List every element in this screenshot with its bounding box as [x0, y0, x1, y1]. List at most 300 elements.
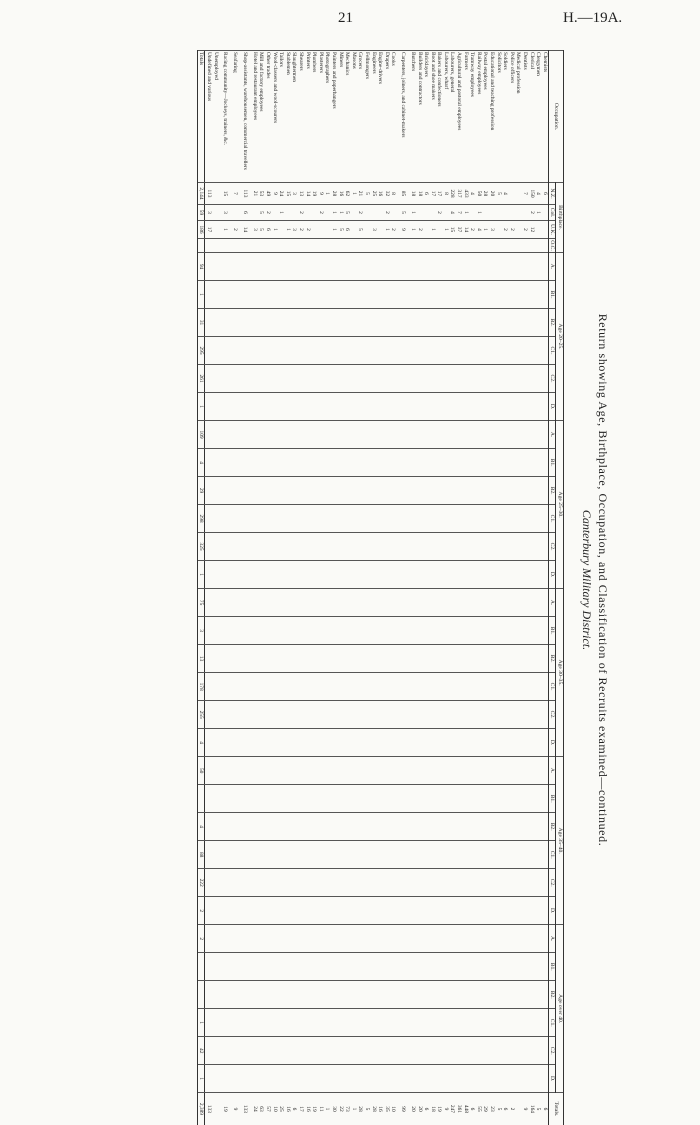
class-cell: [219, 1037, 232, 1065]
totals-cell: [212, 1093, 219, 1125]
class-cell: [363, 785, 370, 813]
class-cell: [383, 253, 390, 281]
class-cell: [541, 393, 548, 421]
birthplace-cell: 5: [363, 183, 370, 205]
class-cell: [528, 617, 535, 645]
class-cell: [390, 1009, 397, 1037]
class-cell: [219, 645, 232, 673]
class-cell: [469, 561, 476, 589]
class-cell: [258, 1009, 265, 1037]
class-cell: [324, 421, 331, 449]
birthplace-cell: 1: [219, 221, 232, 239]
class-cell: [377, 1065, 384, 1093]
birthplace-cell: [317, 239, 324, 253]
class-cell: [488, 309, 495, 337]
birthplace-cell: 1: [429, 221, 436, 239]
class-cell: [528, 337, 535, 365]
totals-cell: 2: [508, 1093, 515, 1125]
table-title: Return showing Age, Birthplace, Occupation, and Classification of Recruits examined—continued.: [596, 313, 610, 847]
class-cell: [488, 757, 495, 785]
birthplace-cell: [383, 239, 390, 253]
class-cell: [344, 505, 351, 533]
class-cell: [423, 813, 430, 841]
class-cell: [297, 813, 304, 841]
class-cell: [475, 561, 482, 589]
class-cell: [311, 1009, 318, 1037]
class-cell: [482, 757, 489, 785]
class-cell: [436, 449, 443, 477]
class-cell: [291, 981, 298, 1009]
class-cell: [212, 953, 219, 981]
class-cell: [324, 701, 331, 729]
occupation-cell: Shearers: [297, 51, 304, 183]
birthplace-cell: 2: [502, 221, 509, 239]
class-cell: [363, 897, 370, 925]
class-cell: [449, 1065, 456, 1093]
class-cell: [508, 561, 515, 589]
class-cell: [495, 253, 502, 281]
birthplace-cell: [212, 205, 219, 221]
class-cell: [212, 673, 219, 701]
occupation-cell: Mechanics: [344, 51, 351, 183]
class-cell: [423, 673, 430, 701]
class-cell: [212, 561, 219, 589]
class-cell: [416, 421, 423, 449]
class-cell: [324, 253, 331, 281]
birthplace-cell: [251, 239, 258, 253]
class-cell: [442, 1037, 449, 1065]
header-class-col: D.: [548, 729, 556, 757]
class-cell: [271, 617, 278, 645]
class-cell: [442, 281, 449, 309]
class-cell: [521, 253, 528, 281]
totals-class-cell: 325: [197, 533, 205, 561]
totals-cell: 20: [416, 1093, 423, 1125]
class-cell: [271, 477, 278, 505]
class-cell: [475, 869, 482, 897]
class-cell: [330, 617, 337, 645]
class-cell: [264, 953, 271, 981]
class-cell: [291, 897, 298, 925]
class-cell: [475, 365, 482, 393]
occupation-cell: Racing community—Jockeys, trainers, &c.: [219, 51, 232, 183]
class-cell: [495, 981, 502, 1009]
class-cell: [521, 785, 528, 813]
class-cell: [370, 617, 377, 645]
header-age-30-35: Age 30–35.: [556, 589, 564, 757]
class-cell: [423, 953, 430, 981]
class-cell: [502, 645, 509, 673]
class-cell: [370, 477, 377, 505]
class-cell: [390, 785, 397, 813]
class-cell: [495, 785, 502, 813]
class-cell: [337, 645, 344, 673]
occupation-cell: Railway employees: [475, 51, 482, 183]
class-cell: [515, 477, 522, 505]
class-cell: [264, 645, 271, 673]
class-cell: [324, 449, 331, 477]
class-cell: [337, 337, 344, 365]
birthplace-cell: [291, 205, 298, 221]
class-cell: [271, 449, 278, 477]
class-cell: [475, 393, 482, 421]
class-cell: [521, 673, 528, 701]
class-cell: [482, 1065, 489, 1093]
class-cell: [429, 981, 436, 1009]
class-cell: [291, 757, 298, 785]
class-cell: [205, 841, 212, 869]
class-cell: [508, 337, 515, 365]
class-cell: [488, 617, 495, 645]
class-cell: [482, 729, 489, 757]
class-cell: [475, 953, 482, 981]
class-cell: [251, 729, 258, 757]
birthplace-cell: 17: [429, 183, 436, 205]
birthplace-cell: 1: [482, 221, 489, 239]
birthplace-cell: 2: [297, 205, 304, 221]
class-cell: [370, 589, 377, 617]
class-cell: [212, 449, 219, 477]
class-cell: [423, 449, 430, 477]
class-cell: [311, 673, 318, 701]
class-cell: [429, 533, 436, 561]
class-cell: [436, 785, 443, 813]
class-cell: [488, 365, 495, 393]
table-row: [344, 51, 351, 1125]
totals-class-cell: 75: [197, 589, 205, 617]
birthplace-cell: [436, 221, 443, 239]
class-cell: [344, 701, 351, 729]
birthplace-cell: 5: [258, 205, 265, 221]
class-cell: [232, 869, 239, 897]
class-cell: [238, 645, 251, 673]
class-cell: [462, 1065, 469, 1093]
class-cell: [363, 393, 370, 421]
class-cell: [449, 309, 456, 337]
class-cell: [238, 561, 251, 589]
class-cell: [535, 561, 542, 589]
class-cell: [377, 645, 384, 673]
totals-class-cell: 1: [197, 393, 205, 421]
class-cell: [258, 309, 265, 337]
class-cell: [541, 673, 548, 701]
table-row: [317, 51, 324, 1125]
header-class-col: C2.: [548, 869, 556, 897]
class-cell: [469, 897, 476, 925]
class-cell: [488, 673, 495, 701]
class-cell: [271, 841, 278, 869]
birthplace-cell: [423, 205, 430, 221]
birthplace-cell: [495, 221, 502, 239]
birthplace-cell: [442, 239, 449, 253]
class-cell: [278, 337, 285, 365]
class-cell: [304, 785, 311, 813]
class-cell: [219, 757, 232, 785]
class-cell: [370, 729, 377, 757]
class-cell: [528, 253, 535, 281]
occupation-cell: Medical profession: [515, 51, 522, 183]
class-cell: [344, 1009, 351, 1037]
birthplace-cell: 5: [337, 221, 344, 239]
class-cell: [469, 421, 476, 449]
class-cell: [238, 505, 251, 533]
totals-cell: 5: [495, 1093, 502, 1125]
class-cell: [535, 617, 542, 645]
class-cell: [396, 281, 409, 309]
table-row: [377, 51, 384, 1125]
class-cell: [291, 785, 298, 813]
class-cell: [264, 253, 271, 281]
class-cell: [205, 617, 212, 645]
class-cell: [449, 925, 456, 953]
class-cell: [429, 337, 436, 365]
birthplace-cell: [423, 221, 430, 239]
class-cell: [469, 869, 476, 897]
class-cell: [212, 841, 219, 869]
birthplace-cell: 5: [396, 205, 409, 221]
birthplace-cell: 6: [423, 183, 430, 205]
class-cell: [297, 981, 304, 1009]
class-cell: [258, 449, 265, 477]
class-cell: [383, 729, 390, 757]
totals-class-cell: 13: [197, 645, 205, 673]
class-cell: [357, 589, 364, 617]
class-cell: [350, 785, 357, 813]
class-cell: [383, 561, 390, 589]
class-cell: [363, 645, 370, 673]
class-cell: [311, 869, 318, 897]
class-cell: [271, 813, 278, 841]
class-cell: [390, 757, 397, 785]
class-cell: [535, 701, 542, 729]
table-row: [383, 51, 390, 1125]
birthplace-cell: 17: [436, 183, 443, 205]
class-cell: [205, 449, 212, 477]
class-cell: [429, 925, 436, 953]
header-class-col: B1.: [548, 281, 556, 309]
header-class-col: C2.: [548, 533, 556, 561]
class-cell: [515, 813, 522, 841]
class-cell: [311, 813, 318, 841]
class-cell: [304, 673, 311, 701]
class-cell: [515, 533, 522, 561]
class-cell: [212, 897, 219, 925]
class-cell: [469, 841, 476, 869]
class-cell: [278, 449, 285, 477]
class-cell: [350, 533, 357, 561]
class-cell: [416, 505, 423, 533]
class-cell: [311, 1037, 318, 1065]
class-cell: [370, 1037, 377, 1065]
class-cell: [521, 561, 528, 589]
totals-class-cell: [197, 953, 205, 981]
class-cell: [363, 533, 370, 561]
class-cell: [284, 365, 291, 393]
class-cell: [344, 449, 351, 477]
class-cell: [521, 701, 528, 729]
class-cell: [324, 673, 331, 701]
class-cell: [383, 757, 390, 785]
class-cell: [363, 925, 370, 953]
class-cell: [317, 421, 324, 449]
class-cell: [330, 869, 337, 897]
class-cell: [271, 981, 278, 1009]
occupation-cell: Tramway employees: [469, 51, 476, 183]
totals-cell: 19: [311, 1093, 318, 1125]
class-cell: [344, 253, 351, 281]
class-cell: [495, 645, 502, 673]
class-cell: [377, 393, 384, 421]
class-cell: [462, 253, 469, 281]
class-cell: [462, 673, 469, 701]
class-cell: [409, 729, 416, 757]
class-cell: [205, 701, 212, 729]
occupation-cell: Mill and factory employees: [258, 51, 265, 183]
class-cell: [377, 841, 384, 869]
class-cell: [232, 673, 239, 701]
birthplace-cell: [278, 221, 285, 239]
class-cell: [304, 645, 311, 673]
class-cell: [311, 477, 318, 505]
table-body: [197, 51, 548, 1125]
class-cell: [409, 505, 416, 533]
class-cell: [377, 281, 384, 309]
class-cell: [363, 729, 370, 757]
class-cell: [456, 869, 463, 897]
class-cell: [521, 897, 528, 925]
class-cell: [297, 785, 304, 813]
class-cell: [508, 785, 515, 813]
occupation-cell: Hotel and restaurant employees: [251, 51, 258, 183]
class-cell: [449, 785, 456, 813]
class-cell: [337, 253, 344, 281]
class-cell: [324, 365, 331, 393]
class-cell: [396, 925, 409, 953]
class-cell: [324, 1037, 331, 1065]
class-cell: [449, 673, 456, 701]
class-cell: [264, 393, 271, 421]
class-cell: [429, 309, 436, 337]
class-cell: [350, 1037, 357, 1065]
birthplace-cell: 433: [462, 183, 469, 205]
totals-cell: 99: [396, 1093, 409, 1125]
class-cell: [508, 421, 515, 449]
table-row: [442, 51, 449, 1125]
class-cell: [390, 981, 397, 1009]
class-cell: [495, 309, 502, 337]
class-cell: [258, 981, 265, 1009]
class-cell: [205, 813, 212, 841]
class-cell: [297, 477, 304, 505]
class-cell: [304, 561, 311, 589]
totals-cell: 133: [205, 1093, 212, 1125]
class-cell: [377, 869, 384, 897]
class-cell: [238, 393, 251, 421]
class-cell: [350, 981, 357, 1009]
class-cell: [383, 337, 390, 365]
class-cell: [488, 533, 495, 561]
class-cell: [212, 729, 219, 757]
totals-row: [197, 51, 205, 1125]
class-cell: [508, 253, 515, 281]
birthplace-cell: 1: [330, 205, 337, 221]
class-cell: [291, 393, 298, 421]
class-cell: [350, 813, 357, 841]
class-cell: [482, 673, 489, 701]
class-cell: [330, 981, 337, 1009]
birthplace-cell: 9: [271, 183, 278, 205]
class-cell: [528, 561, 535, 589]
class-cell: [258, 813, 265, 841]
class-cell: [488, 281, 495, 309]
class-cell: [541, 309, 548, 337]
class-cell: [508, 645, 515, 673]
class-cell: [396, 841, 409, 869]
totals-class-cell: 42: [197, 1037, 205, 1065]
class-cell: [409, 813, 416, 841]
class-cell: [350, 953, 357, 981]
class-cell: [278, 785, 285, 813]
class-cell: [238, 337, 251, 365]
class-cell: [469, 1009, 476, 1037]
class-cell: [357, 449, 364, 477]
table-row: [508, 51, 515, 1125]
birthplace-cell: [324, 221, 331, 239]
class-cell: [370, 673, 377, 701]
class-cell: [284, 477, 291, 505]
class-cell: [291, 869, 298, 897]
totals-class-cell: 298: [197, 505, 205, 533]
class-cell: [429, 757, 436, 785]
class-cell: [238, 1065, 251, 1093]
birthplace-cell: [535, 221, 542, 239]
header-class-col: B2.: [548, 813, 556, 841]
table-row: [219, 51, 232, 1125]
class-cell: [238, 533, 251, 561]
class-cell: [535, 645, 542, 673]
class-cell: [541, 729, 548, 757]
birthplace-cell: 2: [390, 221, 397, 239]
class-cell: [291, 337, 298, 365]
class-cell: [219, 897, 232, 925]
class-cell: [238, 449, 251, 477]
class-cell: [442, 785, 449, 813]
birthplace-cell: 8: [390, 183, 397, 205]
class-cell: [409, 617, 416, 645]
class-cell: [423, 981, 430, 1009]
occupation-cell: Wool-classers and wool-scourers: [271, 51, 278, 183]
table-row: [311, 51, 318, 1125]
class-cell: [383, 813, 390, 841]
class-cell: [449, 337, 456, 365]
class-cell: [442, 1065, 449, 1093]
class-cell: [495, 393, 502, 421]
class-cell: [541, 925, 548, 953]
class-cell: [264, 281, 271, 309]
class-cell: [429, 505, 436, 533]
class-cell: [251, 421, 258, 449]
totals-cell: 19: [219, 1093, 232, 1125]
class-cell: [330, 925, 337, 953]
class-cell: [429, 365, 436, 393]
class-cell: [258, 953, 265, 981]
birthplace-cell: [482, 205, 489, 221]
occupation-cell: Boot and shoe makers: [429, 51, 436, 183]
class-cell: [383, 925, 390, 953]
class-cell: [390, 337, 397, 365]
class-cell: [311, 645, 318, 673]
class-cell: [219, 533, 232, 561]
